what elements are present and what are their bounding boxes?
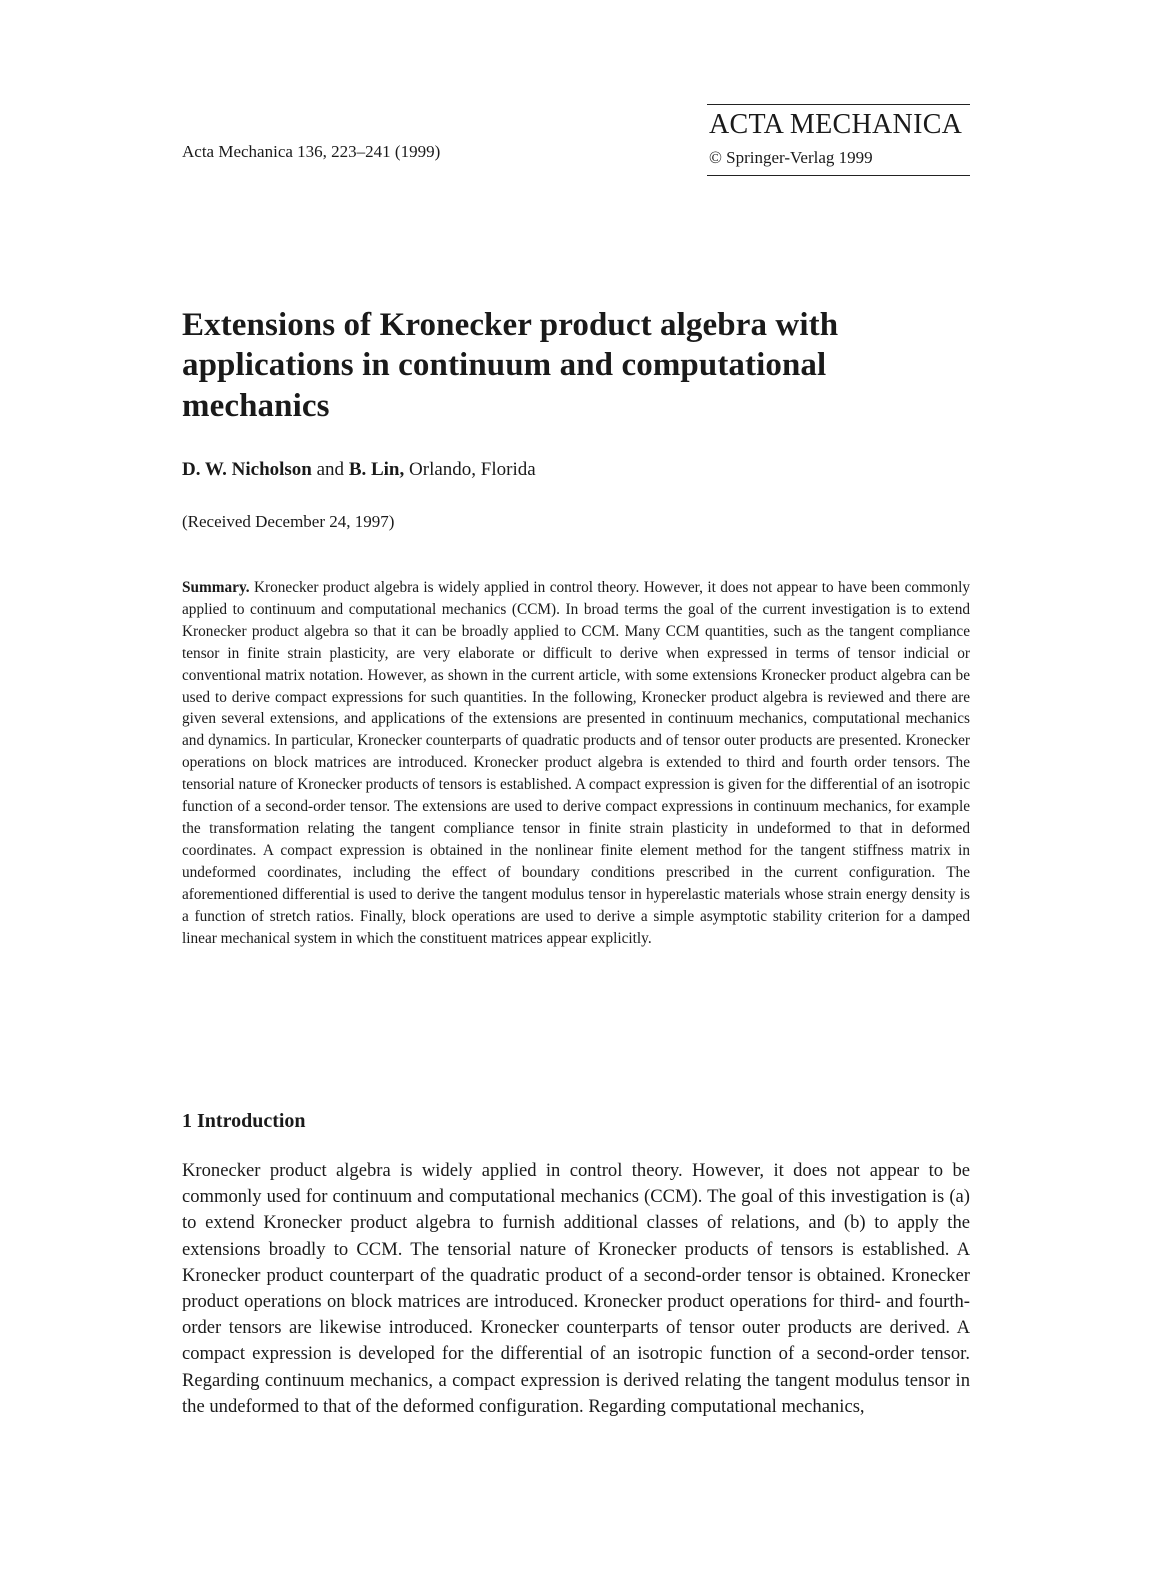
copyright-notice: © Springer-Verlag 1999: [709, 148, 873, 167]
journal-brand-block: [707, 104, 970, 176]
author-conjunction: and: [316, 459, 345, 480]
summary-paragraph: [182, 577, 970, 949]
author-name: D. W. Nicholson: [182, 459, 312, 480]
section-heading-introduction: 1 Introduction: [182, 1110, 306, 1132]
author-location: Orlando, Florida: [409, 459, 536, 480]
journal-name: ACTA MECHANICA: [709, 109, 963, 140]
received-date: (Received December 24, 1997): [182, 512, 395, 531]
summary-text: Kronecker product algebra is widely applied in control theory. However, it does not appear to have been commonly applied to continuum and computational mechanics (CCM). In broad terms the goal of the current investigation is to extend Kronecker product algebra so that it can be broadly applied to CCM. Many CCM quantities, such as the tangent compliance tensor in finite strain plasticity, are very elaborate or difficult to derive when expressed in terms of tensor indicial or conventional matrix notation. However, as shown in the current article, with some extensions Kronecker product algebra can be used to derive compact expressions for such quantities. In the following, Kronecker product algebra is reviewed and there are given several extensions, and applications of the extensions are presented in continuum mechanics, computational mechanics and dynamics. In particular, Kronecker counterparts of quadratic products and of tensor outer products are presented. Kronecker operations on block matrices are introduced. Kronecker product algebra is extended to third and fourth order tensors. The tensorial nature of Kronecker products of tensors is established. A compact expression is given for the differential of an isotropic function of a second-order tensor. The extensions are used to derive compact expressions in continuum mechanics, for example the transformation relating the tangent compliance tensor in finite strain plasticity in undeformed to that in deformed coordinates. A compact expression is obtained in the nonlinear finite element method for the tangent stiffness matrix in undeformed coordinates, including the effect of boundary conditions prescribed in the current configuration. The aforementioned differential is used to derive the tangent modulus tensor in hyperelastic materials whose strain energy density is a function of stretch ratios. Finally, block operations are used to derive a simple asymptotic stability criterion for a damped linear mechanical system in which the constituent matrices appear explicitly.: [182, 579, 970, 947]
article-title: Extensions of Kronecker product algebra with applications in continuum and computational mechanics: [182, 307, 839, 424]
author-name: B. Lin,: [348, 459, 405, 480]
author-line: [182, 459, 536, 481]
journal-citation: Acta Mechanica 136, 223–241 (1999): [182, 142, 441, 161]
introduction-paragraph: Kronecker product algebra is widely applied in control theory. However, it does not appear to be commonly used for continuum and computational mechanics (CCM). The goal of this investigation is (a) to extend Kronecker product algebra to furnish additional classes of relations, and (b) to apply the extensions broadly to CCM. The tensorial nature of Kronecker products of tensors is established. A Kronecker product counterpart of the quadratic product of a second-order tensor is obtained. Kronecker product operations on block matrices are introduced. Kronecker product operations for third- and fourth-order tensors are likewise introduced. Kronecker counterparts of tensor outer products are derived. A compact expression is developed for the differential of an isotropic function of a second-order tensor. Regarding continuum mechanics, a compact expression is derived relating the tangent modulus tensor in the undeformed to that of the deformed configuration. Regarding computational mechanics,: [182, 1160, 970, 1417]
summary-label: Summary.: [182, 579, 250, 596]
